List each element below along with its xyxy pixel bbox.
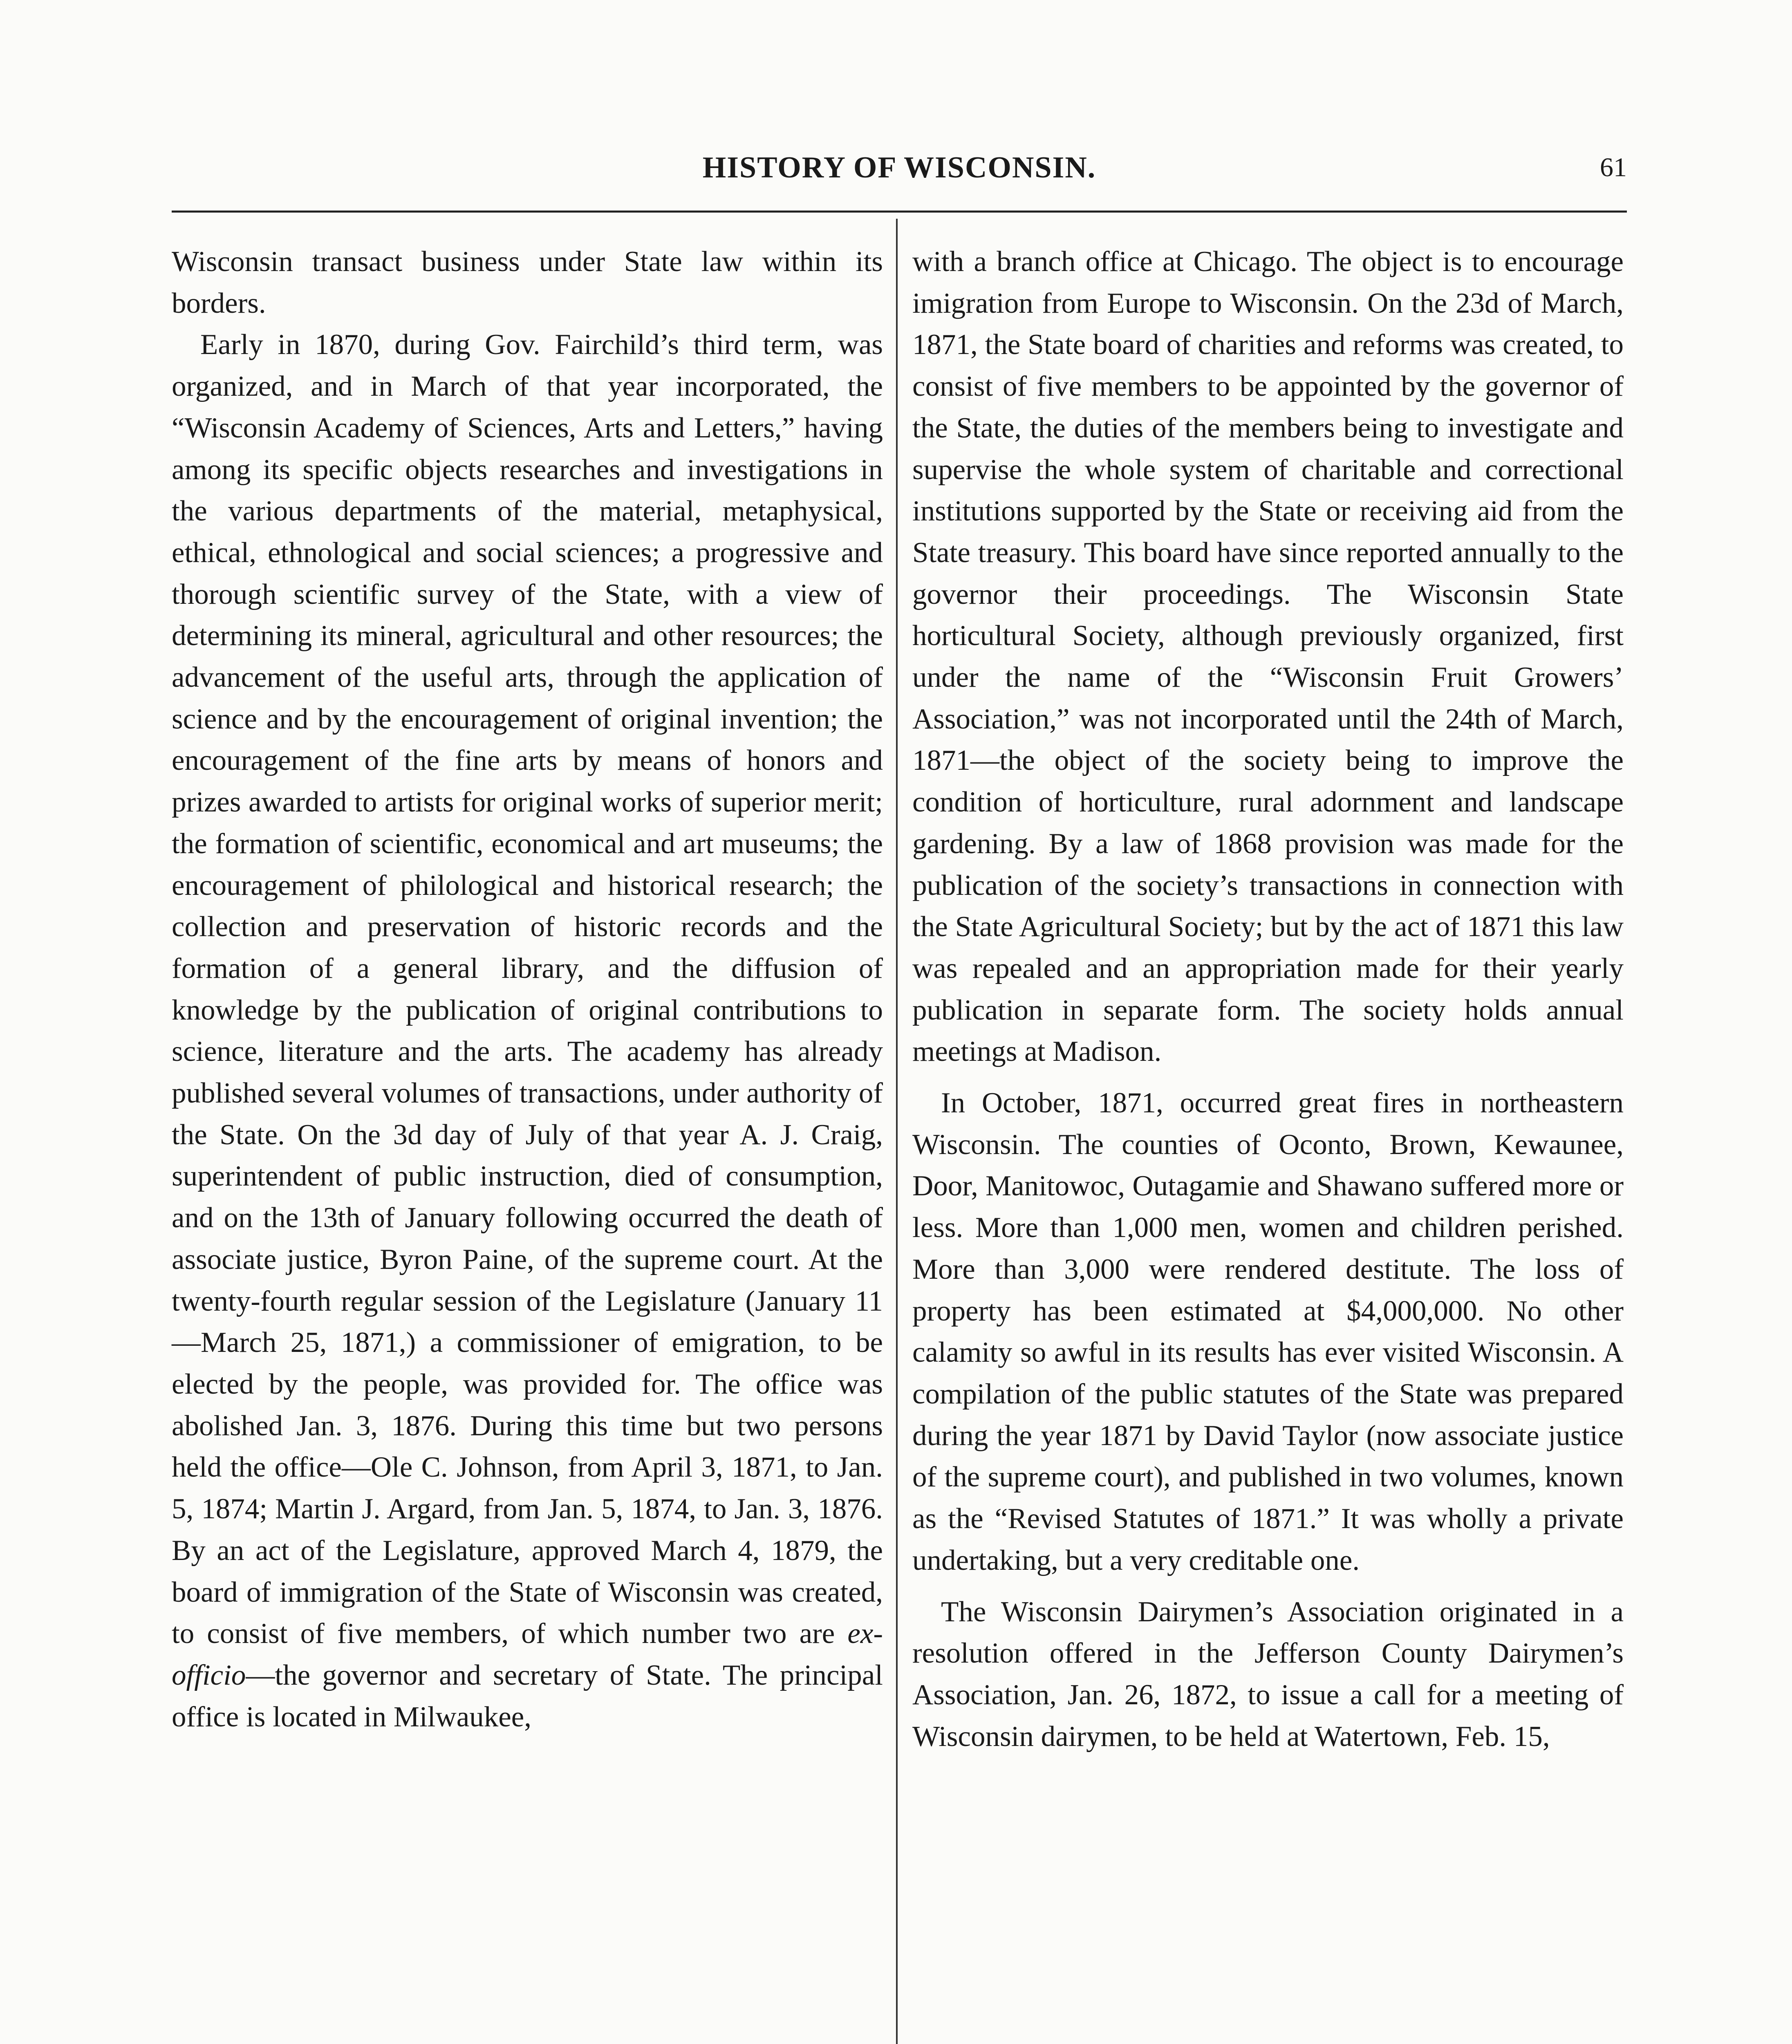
page-header	[172, 145, 1627, 190]
running-title: HISTORY OF WISCONSIN.	[702, 151, 1096, 184]
left-paragraph-1: Wisconsin transact business under State law within its borders.	[172, 246, 883, 319]
left-paragraph-2-text: Early in 1870, during Gov. Fairchild’s third term, was organized, and in March of that year incorporated, the “Wisconsin Academy of Sciences, Arts and Letters,” having among its specific objects researches and investigations in the various departments of the material, metaphysical, ethical, ethnological and social sciences; a progressive and thorough scientific survey of the State, with a view of determining its mineral, agricultural and other resources; the advancement of the useful arts, through the application of science and by the encouragement of original invention; the encouragement of the fine arts by means of honors and prizes awarded to artists for original works of superior merit; the formation of scientific, economical and art museums; the encouragement of philological and historical research; the collection and preservation of historic records and the formation of a general library, and the diffusion of knowledge by the publication of original contributions to science, literature and the arts. The academy has already published several volumes of transactions, under authority of the State. On the 3d day of July of that year A. J. Craig, superintendent of public instruction, died of consumption, and on the 13th of January following occurred the death of associate justice, Byron Paine, of the supreme court. At the twenty-fourth regular session of the Legislature (January 11—March 25, 1871,) a commissioner of emigration, to be elected by the people, was provided for. The office was abolished Jan. 3, 1876. During this time but two persons held the office—Ole C. Johnson, from April 3, 1871, to Jan. 5, 1874; Martin J. Argard, from Jan. 5, 1874, to Jan. 3, 1876. By an act of the Legislature, approved March 4, 1879, the board of immigration of the State of Wisconsin was created, to consist of five members, of which number two are	[172, 329, 883, 1650]
left-column	[172, 241, 883, 1738]
header-rule	[172, 211, 1627, 213]
right-paragraph-2: In October, 1871, occurred great fires in northeastern Wisconsin. The counties of Oconto, Brown, Kewaunee, Door, Manitowoc, Outagamie and Shawano suffered more or less. More than 1,000 men, women and children perished. More than 3,000 were rendered destitute. The loss of property has been estimated at $4,000,000. No other calamity so awful in its results has ever visited Wisconsin. A compilation of the public statutes of the State was prepared during the year 1871 by David Taylor (now associate justice of the supreme court), and published in two volumes, known as the “Revised Statutes of 1871.” It was wholly a private undertaking, but a very creditable one.	[912, 1087, 1624, 1576]
column-divider	[896, 219, 898, 2044]
right-paragraph-3: The Wisconsin Dairymen’s Association originated in a resolution offered in the Jefferson County Dairymen’s Association, Jan. 26, 1872, to issue a call for a meeting of Wisconsin dairymen, to be held at Watertown, Feb. 15,	[912, 1596, 1624, 1753]
right-column	[912, 241, 1624, 1757]
ex-officio-italic: ex-officio	[172, 1618, 883, 1691]
right-paragraph-1: with a branch office at Chicago. The object is to encourage imigration from Europe to Wisconsin. On the 23d of March, 1871, the State board of charities and reforms was created, to consist of five members to be appointed by the governor of the State, the duties of the members being to investigate and supervise the whole system of charitable and correctional institutions supported by the State or receiving aid from the State treasury. This board have since reported annually to the governor their proceedings. The Wisconsin State horticultural Society, although previously organized, first under the name of the “Wisconsin Fruit Growers’ Association,” was not incorporated until the 24th of March, 1871—the object of the society being to improve the condition of horticulture, rural adornment and landscape gardening. By a law of 1868 provision was made for the publication of the society’s transactions in connection with the State Agricultural Society; but by the act of 1871 this law was repealed and an appropriation made for their yearly publication in separate form. The society holds annual meetings at Madison.	[912, 246, 1624, 1068]
page-number: 61	[1600, 152, 1627, 182]
left-paragraph-2	[172, 324, 883, 1738]
left-paragraph-2-end: —the governor and secretary of State. The principal office is located in Milwaukee,	[172, 1659, 883, 1733]
